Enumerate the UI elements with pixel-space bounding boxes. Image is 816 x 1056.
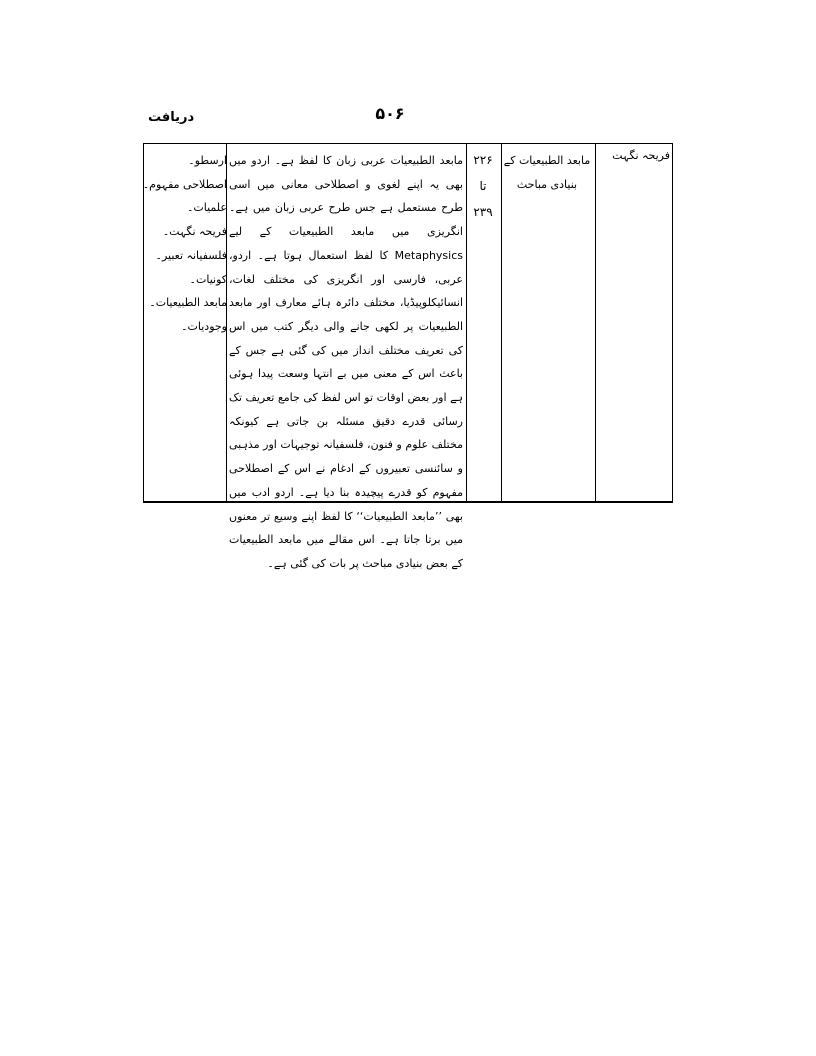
keyword: مابعد الطبیعیات۔ [149, 296, 227, 310]
page-separator: تا [479, 179, 487, 193]
keyword: وجودیات۔ [181, 319, 227, 333]
article-abstract: مابعد الطبیعیات عربی زبان کا لفظ ہے۔ اردو میں بھی یہ اپنے لغوی و اصطلاحی معانی میں اسی طرح مستعمل ہے جس طرح عربی زبان میں ہے۔ انگریزی میں مابعد الطبیعیات کے لیے Metaphysics کا لفظ استعمال ہوتا ہے۔ اردو، عربی، فارسی اور انگریزی کی مختلف لغات، انسائیکلوپیڈیا، مختلف دائرہ ہائے معارف اور مابعد الطبیعیات پر لکھی جانے والی دیگر کتب میں اس کی تعریف مختلف انداز میں کی گئی ہے جس کے باعث اس کے معنی میں بے انتہا وسعت پیدا ہوئی ہے اور بعض اوقات تو اس لفظ کی جامع تعریف تک رسائی قدرے دقیق مسئلہ بن جاتی ہے کیونکہ مختلف علوم و فنون، فلسفیانہ توجیہات اور مذہبی و سائنسی تعبیروں کے ادغام نے اس کے اصطلاحی مفہوم کو قدرے پیچیدہ بنا دیا ہے۔ اردو ادب میں بھی ’’مابعد الطبیعیات‘‘ کا لفظ اپنے وسیع تر معنوں میں برتا جاتا ہے۔ اس مقالے میں مابعد الطبیعیات کے بعض بنیادی مباحث پر بات کی گئی ہے۔ [229, 154, 463, 570]
journal-name: دریافت [148, 110, 195, 125]
author-name: فریحہ نگہت [612, 149, 670, 162]
column-divider [143, 143, 144, 503]
keyword: کونیات۔ [189, 272, 227, 286]
page-end: ۲۳۹ [473, 205, 493, 219]
page-number: ۵۰۶ [375, 104, 405, 123]
keyword: ارسطو۔ [188, 154, 227, 167]
index-table [142, 143, 673, 570]
page-start: ۲۲۶ [473, 153, 493, 167]
column-divider [501, 143, 502, 503]
keyword: فلسفیانہ تعبیر۔ [155, 248, 227, 262]
keywords-list [142, 149, 227, 339]
keyword: علمیات۔ [186, 201, 227, 215]
page-range [467, 147, 499, 225]
table-top-border [143, 143, 673, 144]
column-divider [595, 143, 596, 503]
keyword: فریحہ نگہت۔ [162, 225, 227, 239]
column-divider [672, 143, 673, 503]
article-title: مابعد الطبیعیات کے بنیادی مباحث [503, 154, 591, 191]
keyword: اصطلاحی مفہوم۔ [142, 177, 227, 191]
